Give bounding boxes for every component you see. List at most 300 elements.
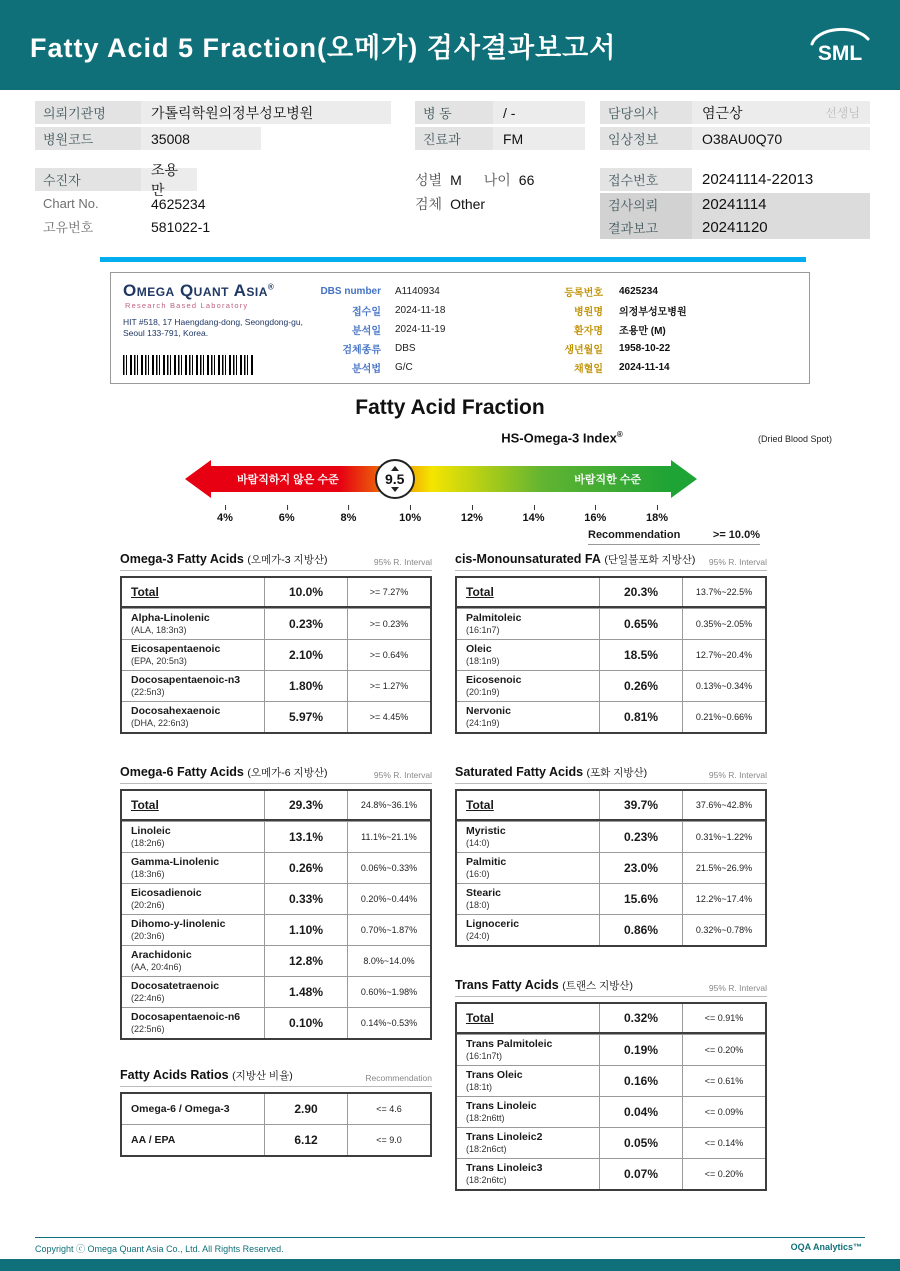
row-name-cell (122, 946, 265, 976)
copyright-text: Copyright ⓒ Omega Quant Asia Co., Ltd. All Rights Reserved. (35, 1244, 284, 1254)
gauge-tick-label: 4% (217, 512, 233, 524)
row-name-cell (457, 671, 600, 701)
field-org-value: 가톨릭학원의정부성모병원 (141, 101, 391, 124)
row-code: (16:0) (466, 868, 490, 879)
table-total-row (457, 578, 765, 608)
row-name: Trans Palmitoleic (466, 1038, 553, 1051)
field-hospital-code-label: 병원코드 (35, 127, 141, 150)
table-row (457, 670, 765, 701)
row-code: (EPA, 20:5n3) (131, 655, 187, 666)
row-name-cell (457, 1128, 600, 1158)
row-value: 0.16% (600, 1066, 683, 1096)
table-title-kr: (지방산 비율) (232, 1070, 293, 1082)
footer-bar (0, 1259, 900, 1271)
table-body (120, 576, 432, 734)
lab-field-label: 접수일 (352, 307, 381, 318)
row-interval: <= 9.0 (376, 1135, 402, 1145)
row-name: Trans Linoleic3 (466, 1162, 543, 1175)
field-chart-no-value: 4625234 (151, 195, 206, 212)
table-body (455, 789, 767, 947)
lab-field-label: DBS number (320, 286, 381, 297)
table-row (457, 701, 765, 732)
row-code: (18:2n6) (131, 837, 165, 848)
row-value: 1.10% (265, 915, 348, 945)
gauge-tick-label: 8% (340, 512, 357, 524)
oqa-logo-subtitle: Research Based Laboratory (125, 301, 249, 310)
table-row (122, 976, 430, 1007)
row-name-cell (457, 822, 600, 852)
field-report-date-value: 20241120 (692, 216, 870, 239)
row-value: 23.0% (600, 853, 683, 883)
page-title: Fatty Acid 5 Fraction(오메가) 검사결과보고서 (30, 32, 617, 63)
omega3-index-gauge (185, 460, 697, 532)
lab-field-value: 2024-11-18 (395, 305, 446, 316)
table-note: 95% R. Interval (373, 770, 432, 780)
field-clinical (600, 127, 870, 150)
row-code: (22:5n6) (131, 1023, 165, 1034)
gauge-tick-label: 6% (278, 512, 295, 524)
field-ward-label: 병 동 (415, 101, 493, 124)
lab-field-label: 분석일 (352, 326, 381, 337)
row-interval: >= 7.27% (369, 587, 409, 597)
lab-field-label: 검체종류 (342, 345, 381, 356)
field-age-value: 66 (518, 171, 535, 188)
divider-line (100, 257, 806, 262)
table-total-row (457, 1004, 765, 1034)
row-code: (22:5n3) (131, 686, 165, 697)
field-age-label: 나이 (483, 171, 511, 188)
row-value: 1.48% (265, 977, 348, 1007)
lab-field-value: 4625234 (619, 286, 658, 297)
marker-down-icon (391, 487, 399, 492)
row-value: 39.7% (600, 791, 683, 819)
lab-info-card (110, 272, 810, 384)
table-title: cis-Monounsaturated FA (단일불포화 지방산) (455, 552, 696, 566)
field-specimen-label: 검체 (415, 195, 443, 212)
lab-field-row (539, 282, 801, 301)
row-value: 20.3% (600, 578, 683, 606)
table-note: 95% R. Interval (708, 770, 767, 780)
field-ward-value: / - (493, 101, 585, 124)
table-row (122, 608, 430, 639)
hs-omega3-index-label (457, 430, 667, 445)
table-total-row (122, 578, 430, 608)
table-row (122, 852, 430, 883)
row-name-cell (457, 640, 600, 670)
field-request-label: 검사의뢰 (600, 193, 692, 216)
total-label: Total (466, 1011, 494, 1025)
field-report-date-label: 결과보고 (600, 216, 692, 239)
row-code: (22:4n6) (131, 992, 165, 1003)
field-clinical-label: 임상정보 (600, 127, 692, 150)
row-interval: 0.35%~2.05% (695, 619, 753, 629)
table-row (457, 821, 765, 852)
field-patient-label: 수진자 (35, 168, 141, 191)
row-interval: 0.31%~1.22% (695, 832, 753, 842)
row-interval: 24.8%~36.1% (360, 800, 418, 810)
row-interval: 0.21%~0.66% (695, 712, 753, 722)
row-value: 0.04% (600, 1097, 683, 1127)
gauge-tick-label: 14% (522, 512, 545, 524)
lab-address-line2: Seoul 133-791, Korea. (123, 328, 209, 339)
lab-field-value: 조용만 (M) (619, 326, 666, 337)
row-interval: 11.1%~21.1% (361, 832, 417, 842)
row-name-cell (457, 791, 600, 819)
row-name-cell (457, 1035, 600, 1065)
row-name-cell (457, 1066, 600, 1096)
lab-field-row (539, 339, 801, 358)
row-interval: <= 0.91% (704, 1013, 744, 1023)
lab-field-value: 2024-11-19 (395, 324, 446, 335)
row-code: (DHA, 22:6n3) (131, 717, 189, 728)
row-interval: <= 4.6 (376, 1104, 402, 1114)
row-code: (AA, 20:4n6) (131, 961, 182, 972)
sml-logo-icon (808, 18, 872, 77)
row-name: Docosahexaenoic (131, 705, 221, 718)
lab-field-row (539, 358, 801, 377)
row-name: Nervonic (466, 705, 511, 718)
row-interval: 0.60%~1.98% (360, 987, 418, 997)
oqa-logo (123, 281, 274, 301)
recommendation-value: >= 10.0% (712, 529, 760, 541)
row-name: Trans Oleic (466, 1069, 523, 1082)
row-value: 0.23% (600, 822, 683, 852)
lab-field-row (309, 358, 537, 377)
table-row (457, 1096, 765, 1127)
row-name: Trans Linoleic (466, 1100, 537, 1113)
row-code: (18:3n6) (131, 868, 165, 879)
field-request (600, 193, 870, 216)
oqa-analytics-brand: OQA Analytics™ (790, 1242, 862, 1252)
row-name: Docosapentaenoic-n3 (131, 674, 241, 687)
row-name-cell (122, 1094, 265, 1124)
field-sex-label: 성별 (415, 171, 443, 188)
lab-field-label: 분석법 (352, 364, 381, 375)
lab-field-label: 환자명 (574, 326, 603, 337)
table-row (122, 1007, 430, 1038)
dried-blood-spot-note: (Dried Blood Spot) (758, 434, 833, 444)
sml-logo-text: SML (817, 42, 863, 65)
table-body (455, 1002, 767, 1191)
row-value: 13.1% (265, 822, 348, 852)
row-value: 0.05% (600, 1128, 683, 1158)
total-label: Total (131, 798, 159, 812)
row-value: 12.8% (265, 946, 348, 976)
row-code: (20:1n9) (466, 686, 500, 697)
table-title-kr: (단일불포화 지방산) (604, 554, 696, 566)
row-name-cell (122, 791, 265, 819)
table-note: 95% R. Interval (373, 557, 432, 567)
field-dept-value: FM (493, 127, 585, 150)
row-name: Eicosapentaenoic (131, 643, 221, 656)
field-uid (35, 215, 261, 238)
row-name-cell (122, 640, 265, 670)
lab-field-label: 생년월일 (564, 345, 603, 356)
field-org-label: 의뢰기관명 (35, 101, 141, 124)
row-interval: >= 0.64% (369, 650, 409, 660)
row-interval: 0.14%~0.53% (360, 1018, 418, 1028)
row-value: 0.23% (265, 609, 348, 639)
table-title-kr: (오메가-6 지방산) (247, 767, 328, 779)
table-row (122, 639, 430, 670)
row-name: Lignoceric (466, 918, 520, 931)
table-note: 95% R. Interval (708, 983, 767, 993)
total-label: Total (466, 585, 494, 599)
row-name-cell (122, 853, 265, 883)
field-chart-no (35, 192, 261, 215)
row-code: (24:0) (466, 930, 490, 941)
trans-table (455, 978, 767, 1191)
row-value: 0.07% (600, 1159, 683, 1189)
total-label: Total (466, 798, 494, 812)
row-name: Arachidonic (131, 949, 192, 962)
doctor-name: 염근상 (702, 104, 743, 121)
gauge-gradient-bar (211, 466, 671, 492)
gauge-tick-label: 16% (584, 512, 607, 524)
table-title-kr: (포화 지방산) (586, 767, 648, 779)
field-specimen-value: Other (450, 195, 486, 212)
row-name: Trans Linoleic2 (466, 1131, 543, 1144)
doctor-suffix: 선생님 (825, 106, 860, 120)
field-doctor-label: 담당의사 (600, 101, 692, 124)
field-request-value: 20241114 (692, 193, 870, 216)
gauge-tick-label: 10% (399, 512, 422, 524)
gauge-value: 9.5 (384, 471, 405, 487)
table-row (122, 701, 430, 732)
lab-field-row (309, 339, 537, 358)
field-ward (415, 101, 585, 124)
row-name: Docosatetraenoic (131, 980, 220, 993)
row-value: 10.0% (265, 578, 348, 606)
field-specimen (415, 192, 615, 215)
row-name: Docosapentaenoic-n6 (131, 1011, 241, 1024)
field-doctor-value (692, 101, 870, 124)
row-interval: >= 4.45% (369, 712, 409, 722)
row-code: (18:2n6tc) (466, 1174, 507, 1185)
table-row (457, 1065, 765, 1096)
table-body (120, 789, 432, 1040)
row-name-cell (457, 578, 600, 606)
row-value: 0.32% (600, 1004, 683, 1032)
field-receipt-value: 20241114-22013 (702, 171, 814, 188)
row-code: (20:2n6) (131, 899, 165, 910)
lab-field-value: G/C (395, 362, 413, 373)
row-name-cell (122, 884, 265, 914)
table-body (455, 576, 767, 734)
row-interval: 0.13%~0.34% (695, 681, 753, 691)
table-row (457, 1158, 765, 1189)
row-name-cell (122, 822, 265, 852)
row-name-cell (122, 1008, 265, 1038)
row-name-cell (457, 1004, 600, 1032)
field-org (35, 101, 391, 124)
field-receipt (600, 168, 870, 191)
gauge-marker (375, 459, 415, 499)
table-row (122, 1094, 430, 1124)
row-interval: 12.2%~17.4% (695, 894, 753, 904)
table-total-row (122, 791, 430, 821)
row-value: 5.97% (265, 702, 348, 732)
table-title: Omega-3 Fatty Acids (오메가-3 지방산) (120, 552, 328, 566)
row-code: (ALA, 18:3n3) (131, 624, 187, 635)
field-patient (35, 161, 197, 198)
row-value: 0.26% (265, 853, 348, 883)
field-clinical-value: O38AU0Q70 (692, 127, 870, 150)
row-interval: 13.7%~22.5% (695, 587, 753, 597)
table-header (455, 765, 767, 784)
field-uid-value: 581022-1 (151, 218, 211, 235)
table-title: Fatty Acids Ratios (지방산 비율) (120, 1068, 293, 1082)
row-name-cell (457, 1159, 600, 1189)
lab-field-value: A1140934 (395, 286, 440, 297)
row-interval: >= 0.23% (369, 619, 409, 629)
table-header (455, 978, 767, 997)
table-title: Omega-6 Fatty Acids (오메가-6 지방산) (120, 765, 328, 779)
row-interval: 8.0%~14.0% (363, 956, 415, 966)
row-name: Stearic (466, 887, 502, 900)
table-title-kr: (트랜스 지방산) (562, 980, 634, 992)
table-row (122, 914, 430, 945)
row-interval: 21.5%~26.9% (695, 863, 753, 873)
row-code: (16:1n7) (466, 624, 500, 635)
lab-field-value: 2024-11-14 (619, 362, 670, 373)
lab-field-value: 의정부성모병원 (619, 307, 687, 318)
row-value: 1.80% (265, 671, 348, 701)
row-name-cell (457, 915, 600, 945)
table-row (457, 639, 765, 670)
table-row (457, 852, 765, 883)
field-dept (415, 127, 585, 150)
total-label: Total (131, 585, 159, 599)
row-name-cell (457, 609, 600, 639)
field-receipt-label: 접수번호 (600, 168, 692, 191)
lab-field-label: 병원명 (574, 307, 603, 318)
row-interval: 12.7%~20.4% (695, 650, 753, 660)
lab-field-value: 1958-10-22 (619, 343, 671, 354)
lab-fields-right (539, 282, 801, 377)
row-interval: 0.20%~0.44% (360, 894, 418, 904)
table-header (455, 552, 767, 571)
row-name: Oleic (466, 643, 492, 656)
table-header (120, 1068, 432, 1087)
gauge-ticks (217, 506, 669, 528)
table-row (457, 1034, 765, 1065)
lab-field-row (539, 301, 801, 320)
row-value: 0.19% (600, 1035, 683, 1065)
row-interval: 0.70%~1.87% (360, 925, 418, 935)
lab-field-value: DBS (395, 343, 416, 354)
footer-divider (35, 1237, 865, 1238)
row-name: Omega-6 / Omega-3 (131, 1102, 230, 1115)
row-name-cell (122, 609, 265, 639)
row-name-cell (457, 702, 600, 732)
row-value: 2.90 (265, 1094, 348, 1124)
oqa-logo-name: Omega Quant Asia (123, 281, 268, 300)
row-value: 0.81% (600, 702, 683, 732)
row-name: Linoleic (131, 825, 171, 838)
field-hospital-code (35, 127, 261, 150)
gauge-arrow-left-icon (185, 460, 211, 498)
hs-index-text: HS-Omega-3 Index (501, 430, 617, 446)
table-row (122, 670, 430, 701)
table-row (122, 821, 430, 852)
saturated-table (455, 765, 767, 947)
table-row (122, 1124, 430, 1155)
row-name: Eicosadienoic (131, 887, 202, 900)
lab-address-line1: HIT #518, 17 Haengdang-dong, Seongdong-gu, (123, 317, 303, 327)
table-header (120, 552, 432, 571)
row-interval: <= 0.20% (704, 1045, 744, 1055)
row-value: 0.10% (265, 1008, 348, 1038)
row-value: 0.65% (600, 609, 683, 639)
row-name-cell (457, 853, 600, 883)
lab-field-row (309, 301, 537, 320)
row-code: (18:1t) (466, 1081, 493, 1092)
row-value: 29.3% (265, 791, 348, 819)
row-code: (18:0) (466, 899, 490, 910)
cis-monounsaturated-table (455, 552, 767, 734)
row-code: (24:1n9) (466, 717, 500, 728)
row-name: Dihomo-y-linolenic (131, 918, 226, 931)
row-name-cell (122, 671, 265, 701)
table-row (122, 945, 430, 976)
report-header (0, 0, 900, 90)
gauge-tick-label: 12% (460, 512, 483, 524)
field-report-date (600, 216, 870, 239)
field-uid-label: 고유번호 (43, 220, 94, 235)
table-title: Trans Fatty Acids (트랜스 지방산) (455, 978, 634, 992)
row-code: (18:1n9) (466, 655, 500, 666)
row-name-cell (122, 977, 265, 1007)
table-note: 95% R. Interval (708, 557, 767, 567)
row-interval: <= 0.20% (704, 1169, 744, 1179)
row-name-cell (457, 1097, 600, 1127)
row-name: Eicosenoic (466, 674, 522, 687)
table-body (120, 1092, 432, 1157)
table-row (457, 1127, 765, 1158)
lab-field-row (539, 320, 801, 339)
field-dept-label: 진료과 (415, 127, 493, 150)
row-value: 0.86% (600, 915, 683, 945)
row-name: Myristic (466, 825, 506, 838)
row-code: (20:3n6) (131, 930, 165, 941)
field-chart-no-label: Chart No. (43, 196, 99, 211)
row-name-cell (122, 1125, 265, 1155)
lab-address (123, 317, 303, 340)
row-name: Palmitic (466, 856, 507, 869)
table-title-kr: (오메가-3 지방산) (247, 554, 328, 566)
lab-field-row (309, 320, 537, 339)
row-value: 15.6% (600, 884, 683, 914)
recommendation-label: Recommendation (588, 529, 681, 541)
lab-field-row (309, 282, 537, 301)
row-name: Palmitoleic (466, 612, 522, 625)
row-value: 18.5% (600, 640, 683, 670)
field-patient-value: 조용만 (141, 168, 197, 191)
barcode (123, 355, 255, 375)
lab-fields-mid (309, 282, 537, 377)
lab-field-label: 등록번호 (564, 288, 603, 299)
row-name-cell (122, 702, 265, 732)
field-sex-value: M (450, 171, 462, 188)
section-title: Fatty Acid Fraction (355, 396, 545, 419)
row-interval: >= 1.27% (369, 681, 409, 691)
row-name: Gamma-Linolenic (131, 856, 220, 869)
field-hospital-code-value: 35008 (141, 127, 261, 150)
oqa-registered-icon: ® (267, 282, 275, 292)
table-title: Saturated Fatty Acids (포화 지방산) (455, 765, 648, 779)
table-row (457, 883, 765, 914)
